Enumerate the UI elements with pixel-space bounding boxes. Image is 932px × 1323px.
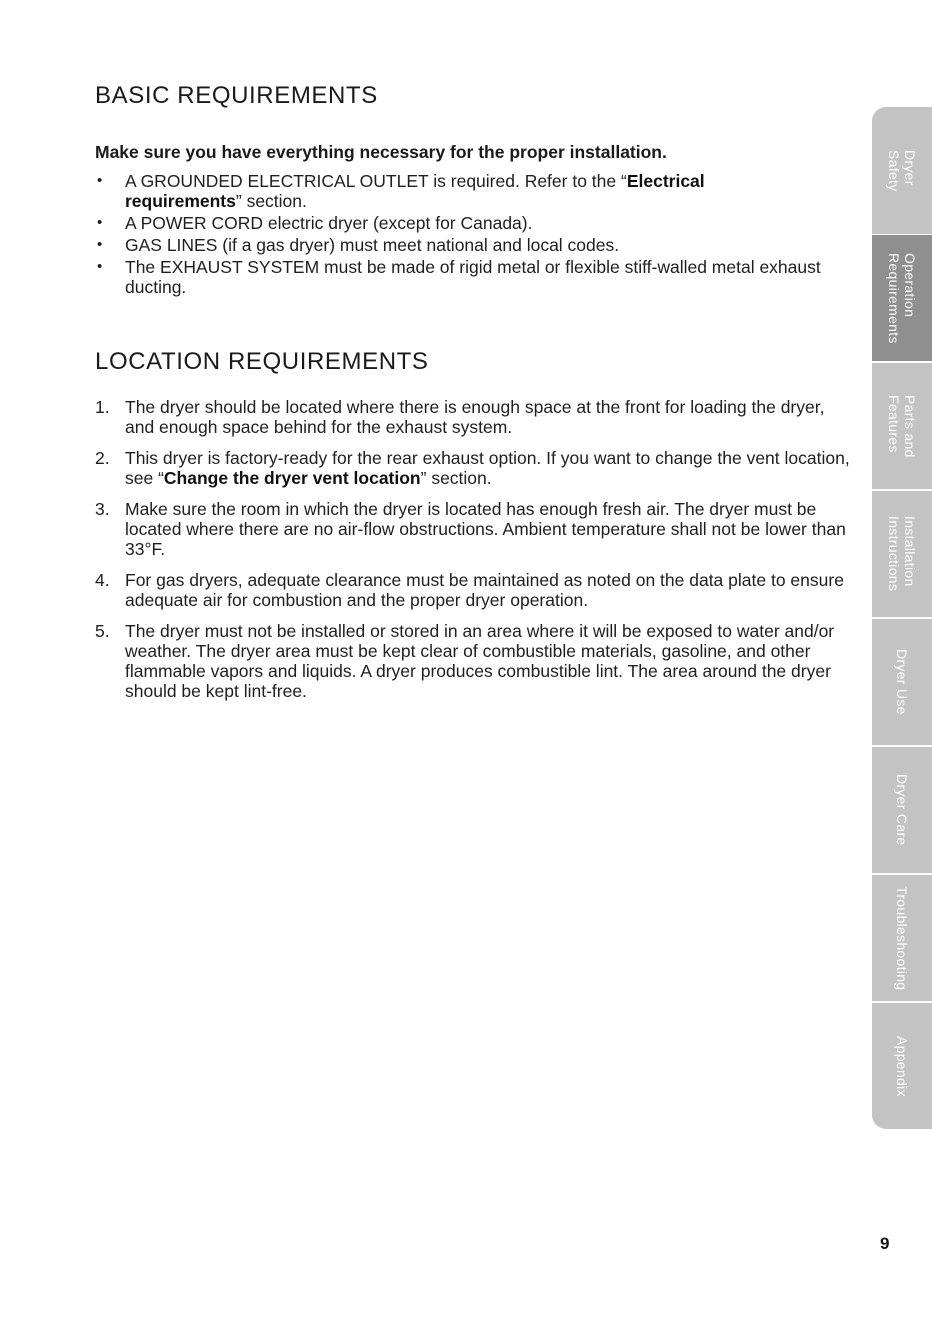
item-number: 5. [95, 621, 110, 641]
page-number: 9 [880, 1234, 890, 1253]
item-text: This dryer is factory-ready for the rear exhaust option. If you want to change the vent location, see “ [125, 448, 850, 488]
list-item [95, 499, 855, 559]
item-text: GAS LINES (if a gas dryer) must meet national and local codes. [125, 235, 620, 255]
tab-dryer-use[interactable] [872, 618, 932, 745]
vent-location-ref: Change the dryer vent location [163, 468, 421, 488]
tab-troubleshooting[interactable] [872, 874, 932, 1001]
item-text: The dryer must not be installed or stored in an area where it will be exposed to water and/or weather. The dryer area must be kept clear of combustible materials, gasoline, and other flammable vapors and liquids. A dryer produces combustible lint. The area around the dryer should be kept lint-free. [125, 621, 835, 701]
item-text: The dryer should be located where there is enough space at the front for loading the dryer, and enough space behind for the exhaust system. [125, 397, 825, 437]
section-tabs [872, 107, 932, 1129]
tab-label: Appendix [894, 1035, 910, 1097]
list-item [95, 621, 855, 701]
list-item [95, 257, 825, 297]
item-text: ” section. [235, 191, 307, 211]
bullet-icon: • [97, 258, 103, 275]
item-text: A POWER CORD electric dryer (except for Canada). [125, 213, 533, 233]
list-item [95, 448, 855, 488]
tab-label: Operation Requirements [886, 252, 918, 344]
basic-requirements-list [95, 171, 825, 299]
tab-label: Dryer Safety [886, 149, 918, 192]
list-item [95, 570, 855, 610]
tab-label: Troubleshooting [894, 885, 910, 991]
tab-installation-instructions[interactable] [872, 490, 932, 617]
bullet-icon: • [97, 172, 103, 189]
basic-requirements-heading: BASIC REQUIREMENTS [95, 82, 378, 109]
item-number: 2. [95, 448, 110, 468]
tab-label: Dryer Care [894, 774, 910, 846]
tab-appendix[interactable] [872, 1002, 932, 1129]
item-number: 4. [95, 570, 110, 590]
list-item [95, 397, 855, 437]
electrical-requirements-ref: Electrical requirements [125, 171, 705, 211]
item-text: ” section. [420, 468, 492, 488]
tab-label: Installation Instructions [886, 516, 918, 592]
item-text: The EXHAUST SYSTEM must be made of rigid metal or flexible stiff-walled metal exhaust ducting. [125, 257, 821, 297]
item-number: 3. [95, 499, 110, 519]
tab-parts-and-features[interactable] [872, 362, 932, 489]
tab-operation-requirements[interactable] [872, 234, 932, 361]
tab-label: Parts and Features [886, 394, 918, 458]
list-item [95, 171, 825, 211]
basic-requirements-intro: Make sure you have everything necessary for the proper installation. [95, 142, 667, 162]
bullet-icon: • [97, 214, 103, 231]
tab-dryer-safety[interactable] [872, 107, 932, 234]
tab-dryer-care[interactable] [872, 746, 932, 873]
item-text: For gas dryers, adequate clearance must be maintained as noted on the data plate to ensure adequate air for combustion and the proper dryer operation. [125, 570, 844, 610]
tab-label: Dryer Use [894, 649, 910, 715]
item-text: Make sure the room in which the dryer is located has enough fresh air. The dryer must be located where there are no air-flow obstructions. Ambient temperature shall not be lower than 33°F. [125, 499, 846, 559]
item-text: A GROUNDED ELECTRICAL OUTLET is required. Refer to the “ [125, 171, 627, 191]
list-item [95, 235, 825, 255]
location-requirements-list [95, 397, 855, 712]
location-requirements-heading: LOCATION REQUIREMENTS [95, 348, 429, 375]
item-number: 1. [95, 397, 110, 417]
list-item [95, 213, 825, 233]
bullet-icon: • [97, 236, 103, 253]
